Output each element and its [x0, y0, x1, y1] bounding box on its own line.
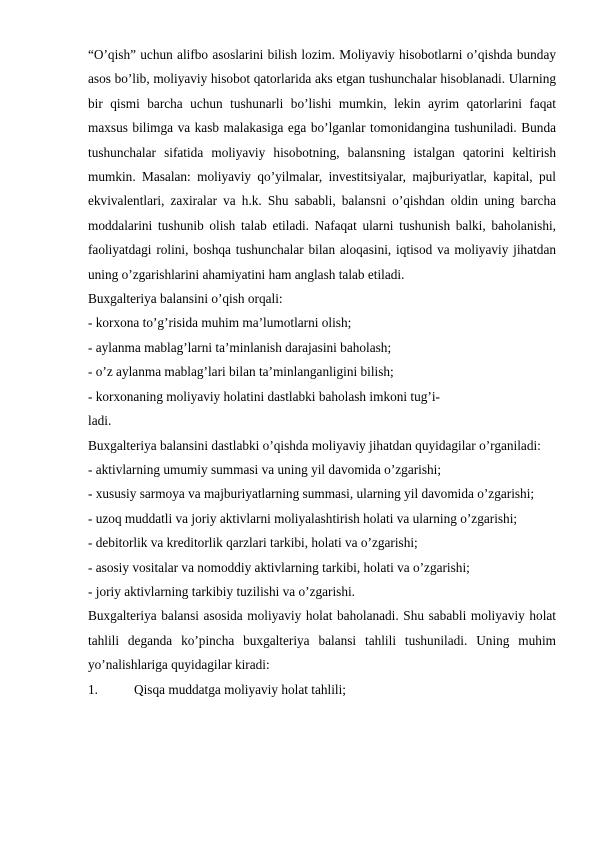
list-item: - xususiy sarmoya va majburiyatlarning summasi, ularning yil davomida o’zgarishi;: [88, 486, 535, 502]
list-item: - asosiy vositalar va nomoddiy aktivlarning tarkibi, holati va o’zgarishi;: [88, 559, 470, 575]
list-item: - aktivlarning umumiy summasi va uning yil davomida o’zgarishi;: [88, 461, 442, 477]
list-item: - joriy aktivlarning tarkibiy tuzilishi va o’zgarishi.: [88, 583, 355, 599]
list-number: 1.: [88, 681, 98, 697]
list-item: - debitorlik va kreditorlik qarzlari tarkibi, holati va o’zgarishi;: [88, 535, 418, 551]
list-item: - uzoq muddatli va joriy aktivlarni moliyalashtirish holati va ularning o’zgarishi;: [88, 510, 518, 526]
numbered-list-item: [88, 678, 556, 702]
paragraph-financial-analysis: Buxgalteriya balansi asosida moliyaviy holat baholanadi. Shu sababli moliyaviy holat tahlili deganda ko’pincha buxgalteriya balansi tahlili tushuniladi. Uning muhim yo’nalishlariga quyidagilar kiradi:: [88, 608, 556, 673]
list-item: - korxona to’g’risida muhim ma’lumotlarni olish;: [88, 315, 352, 331]
paragraph-intro: “O’qish” uchun alifbo asoslarini bilish lozim. Moliyaviy hisobotlarni o’qishda bunday asos bo’lib, moliyaviy hisobot qatorlarida aks etgan tushunchalar hisoblanadi. Ularning bir qismi barcha uchun tushunarli bo’lishi mumkin, lekin ayrim qatorlarini faqat maxsus bilimga va kasb malakasiga ega bo’lganlar tomonidangina tushuniladi. Bunda tushunchalar sifatida moliyaviy hisobotning, balansning istalgan qatorini keltirish mumkin. Masalan: moliyaviy qo’yilmalar, investitsiyalar, majburiyatlar, kapital, pul ekvivalentlari, zaxiralar va h.k. Shu sababli, balansni o’qishdan oldin uning barcha moddalarini tushunib olish talab etiladi. Nafaqat ularni tushunish balki, baholanishi, faoliyatdagi rolini, boshqa tushunchalar bilan aloqasini, iqtisod va moliyaviy jihatdan uning o’zgarishlarini ahamiyatini ham anglash talab etiladi.: [88, 47, 556, 282]
list-item-continuation: ladi.: [88, 413, 112, 429]
list-item-text: Qisqa muddatga moliyaviy holat tahlili;: [134, 681, 346, 697]
list-item: - korxonaning moliyaviy holatini dastlabki baholash imkoni tug’i-: [88, 388, 440, 404]
list-item: - o’z aylanma mablag’lari bilan ta’minlanganligini bilish;: [88, 364, 394, 380]
paragraph-reading-balance: Buxgalteriya balansini o’qish orqali:: [88, 291, 283, 307]
document-body: [88, 43, 556, 702]
list-item: - aylanma mablag’larni ta’minlanish darajasini baholash;: [88, 339, 392, 355]
paragraph-initial-reading: Buxgalteriya balansini dastlabki o’qishda moliyaviy jihatdan quyidagilar o’rganiladi:: [88, 437, 541, 453]
